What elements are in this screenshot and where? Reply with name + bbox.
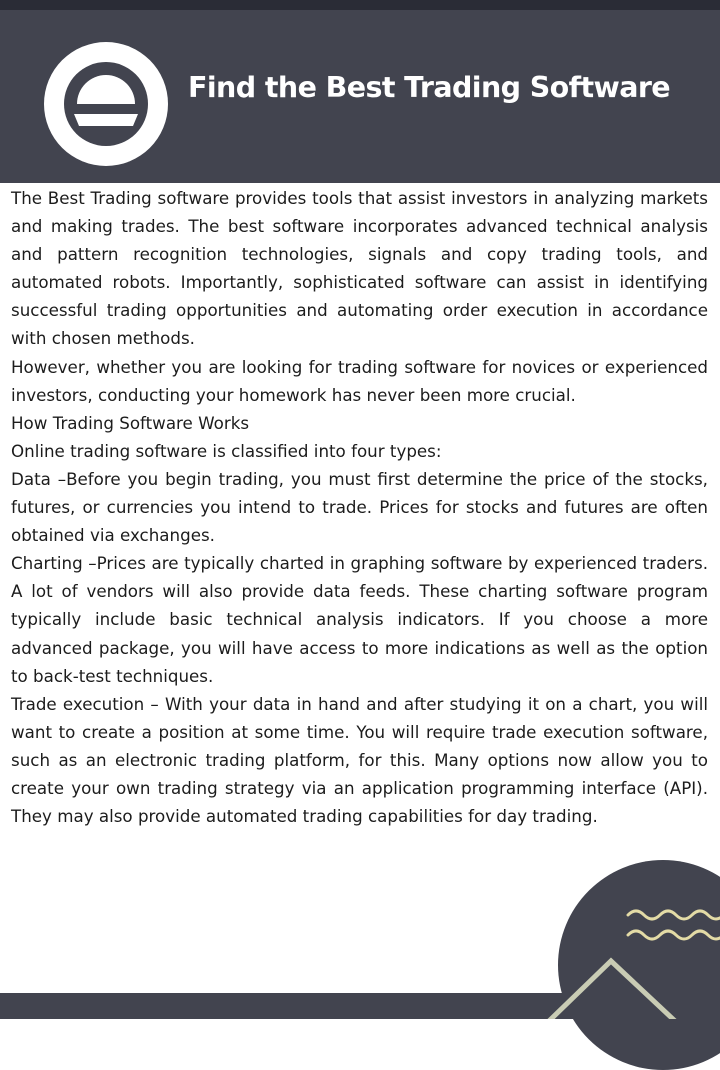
types-intro-paragraph: Online trading software is classified into four types: [11, 440, 442, 461]
homework-paragraph: However, whether you are looking for trading software for novices or experienced investors, conducting your homework has never been more crucial. [11, 356, 708, 405]
wave-lines-decoration [626, 905, 720, 945]
triangle-outline-decoration [545, 955, 720, 1019]
charting-paragraph: Charting –Prices are typically charted in graphing software by experienced traders. A lot of vendors will also provide data feeds. These charting software program typically include basic technical analysis indicators. If you choose a more advanced package, you will have access to more indications as well as the option to back-test techniques. [11, 553, 708, 686]
section-heading: How Trading Software Works [11, 412, 250, 433]
page-title: Find the Best Trading Software [188, 71, 671, 104]
data-paragraph: Data –Before you begin trading, you must first determine the price of the stocks, futures, or currencies you intend to trade. Prices for stocks and futures are often obtained via exchanges. [11, 468, 708, 546]
top-strip [0, 0, 720, 10]
article-body [11, 184, 708, 830]
trade-execution-paragraph: Trade execution – With your data in hand and after studying it on a chart, you will want to create a position at some time. You will require trade execution software, such as an electronic trading platform, for this. Many options now allow you to create your own trading strategy via an application programming interface (API). They may also provide automated trading capabilities for day trading. [11, 693, 708, 827]
half-circle-badge-icon [40, 38, 172, 170]
intro-paragraph: The Best Trading software provides tools that assist investors in analyzing markets and making trades. The best software incorporates advanced technical analysis and pattern recognition technologies, signals and copy trading tools, and automated robots. Importantly, sophisticated software can assist in identifying successful trading opportunities and automating order execution in accordance with chosen methods. [11, 188, 708, 349]
